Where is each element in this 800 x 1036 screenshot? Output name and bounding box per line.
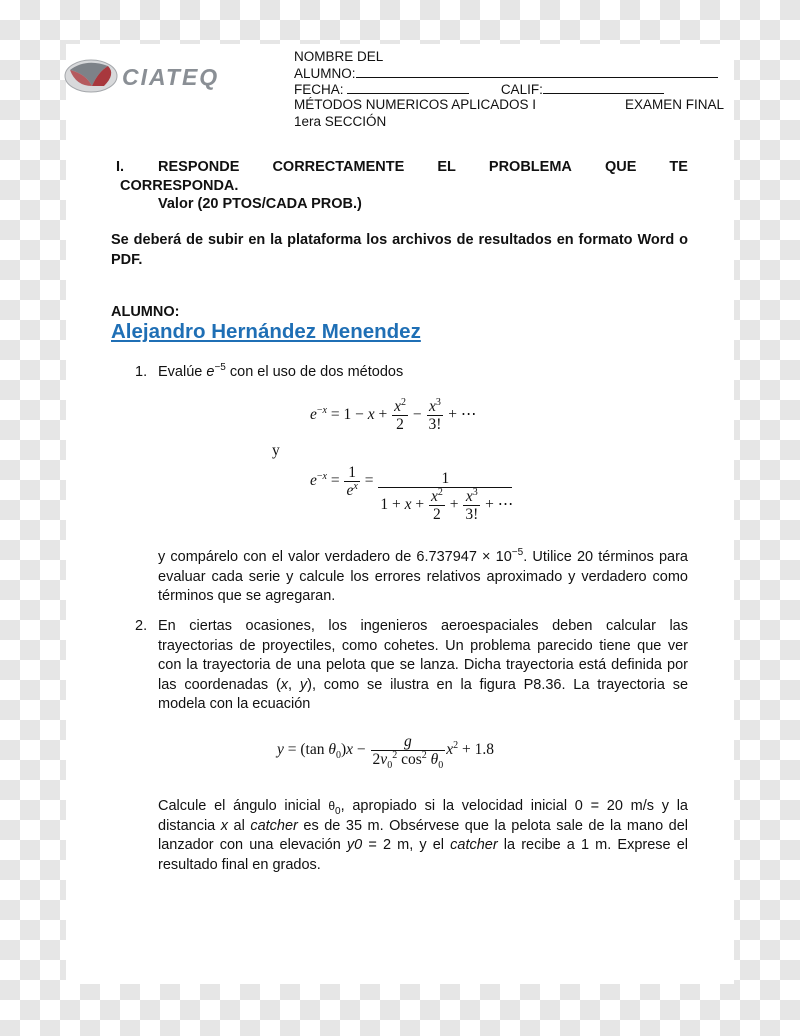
catcher-word: catcher: [450, 837, 498, 853]
calc-x: x: [220, 817, 228, 834]
ciateq-logo: [64, 52, 244, 102]
compare-text-after: . Utilice 20 términos para evaluar cada serie y calcule los errores relativos aproximado y verdadero como términos que se agregaran.: [158, 549, 688, 604]
instruction-text: Se deberá de subir en la plataforma los archivos de resultados en formato Word o PDF.: [111, 232, 688, 268]
section-heading-line2: CORRESPONDA.: [120, 178, 239, 194]
nombre-label: NOMBRE DEL: [294, 49, 384, 64]
intro-exponent: −5: [214, 362, 226, 374]
calc-text: Calcule el ángulo inicial: [158, 798, 329, 814]
calc-text: la recibe a 1 m. Exprese el resultado final en grados.: [158, 837, 688, 873]
compare-exponent: −5: [511, 547, 524, 559]
heading-word: CORRECTAMENTE: [272, 159, 405, 175]
problem2-text-b: ), como se ilustra en la figura P8.36. La trayectoria se modela con la ecuación: [158, 676, 689, 712]
section-heading-line1: [158, 158, 688, 178]
problem1-compare: [158, 548, 688, 607]
logo-text: CIATEQ: [122, 64, 220, 90]
trajectory-equation: y = (tan $\theta_0)x$ − $\frac{g}{2v_0^2 \cos^2 \theta_0}$ $x^2 + 1.8$: [277, 733, 494, 772]
series-equation-1: $e^{-x} = 1 - x$ + $\frac{x^2}{2}$ − $\frac{x^3}{3!}$ + ⋯: [310, 396, 477, 433]
problem2-text-a: En ciertas ocasiones, los ingenieros aeroespaciales deben calcular las trayectorias de proyectiles, como cohetes. Un problema parecido tiene que ver con la trayectoria de una pelota que se lanza. Dicha trayectoria está definida por las coordenadas (: [158, 618, 688, 693]
y0-symbol: y0: [346, 837, 363, 853]
problem1-intro: [158, 363, 403, 383]
y-connector: y: [272, 442, 280, 459]
alumno-line: [294, 65, 718, 82]
coord-x: x: [280, 676, 289, 693]
catcher-word: catcher: [250, 817, 298, 834]
calc-text: = 2 m, y el: [362, 837, 451, 853]
intro-text-after: con el uso de dos métodos: [225, 364, 404, 380]
heading-word: EL: [437, 159, 456, 175]
heading-word: RESPONDE: [158, 159, 240, 175]
calc-text: es de 35 m. Obsérvese que la pelota sale de la mano del lanzador con una elevación: [158, 817, 688, 853]
metodos-label: MÉTODOS NUMERICOS APLICADOS I: [294, 97, 537, 112]
heading-word: QUE: [604, 159, 637, 175]
intro-base: e: [206, 364, 215, 380]
alumno-label: ALUMNO:: [294, 66, 356, 81]
calc-text: al: [228, 817, 251, 834]
coord-y: y: [299, 676, 308, 693]
section-numeral: I.: [116, 159, 125, 175]
problem1-number: 1.: [135, 364, 148, 380]
fecha-line: [294, 81, 664, 98]
theta-symbol: θ: [328, 799, 336, 813]
alumno-heading: ALUMNO:: [111, 304, 180, 320]
problem2-calc: [158, 797, 688, 875]
examen-label: EXAMEN FINAL: [625, 97, 725, 112]
calc-text: , apropiado si la velocidad inicial 0 = 20 m/s y la distancia: [158, 798, 688, 834]
intro-text: Evalúe: [158, 364, 207, 380]
problem2-number: 2.: [135, 618, 148, 634]
seccion-label: 1era SECCIÓN: [294, 114, 387, 129]
fecha-label: FECHA:: [294, 82, 344, 97]
calif-label: CALIF:: [500, 82, 543, 97]
compare-text: y compárelo con el valor verdadero de 6.737947 × 10: [158, 549, 512, 565]
coord-sep: ,: [288, 676, 300, 693]
series-equation-2: $e^{-x}$ = $\frac{1}{e^x}$ = 1 1 + x + $\frac{x^2}{2}$ + $\frac{x^3}{3!}$ + ⋯: [310, 464, 514, 523]
alumno-blank: [356, 65, 718, 78]
calif-blank: [543, 81, 664, 94]
problem2-text: [158, 617, 688, 715]
student-name: Alejandro Hernández Menendez: [111, 320, 421, 343]
fecha-blank: [347, 81, 469, 94]
heading-word: PROBLEMA: [488, 159, 572, 175]
heading-word: TE: [669, 159, 688, 175]
valor-label: Valor (20 PTOS/CADA PROB.): [158, 196, 362, 212]
theta-subscript: 0: [335, 805, 341, 817]
